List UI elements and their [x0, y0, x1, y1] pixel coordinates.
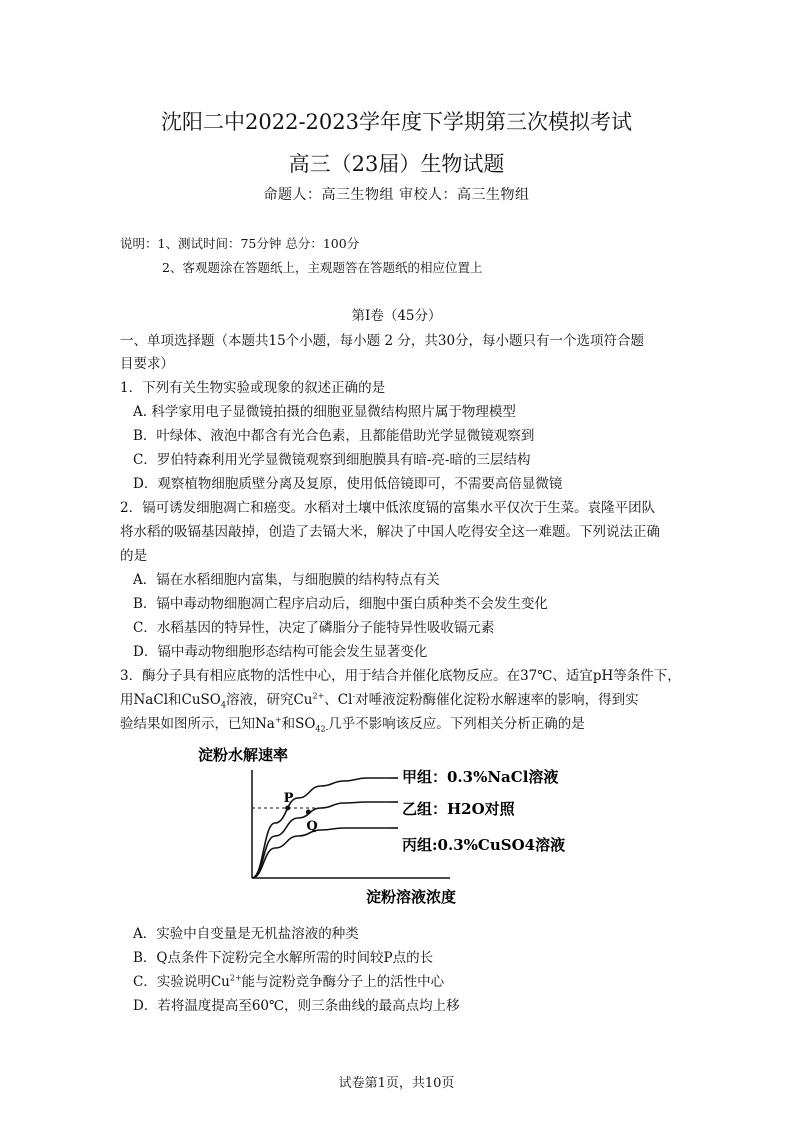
q2-stem-line-2: 将水稻的吸镉基因敲掉，创造了去镉大米，解决了中国人吃得安全这一难题。下列说法正确 — [120, 524, 660, 540]
curve-bing — [252, 828, 390, 878]
q3-option-b: B．Q点条件下淀粉完全水解所需的时间较P点的长 — [133, 950, 434, 966]
hydrolysis-rate-chart — [190, 740, 610, 910]
q2-option-c: C．水稻基因的特异性，决定了磷脂分子能特异性吸收镉元素 — [133, 620, 495, 636]
curve-yi — [252, 802, 390, 878]
exam-subtitle: 高三（23届）生物试题 — [288, 152, 505, 176]
q3-stem-2d: 对唾液淀粉酶催化淀粉水解速率的影响，得到实 — [355, 692, 639, 708]
q1-stem: 1．下列有关生物实验或现象的叙述正确的是 — [120, 380, 386, 396]
q2-stem-line-1: 2．镉可诱发细胞凋亡和癌变。水稻对土壤中低浓度镉的富集水平仅次于生菜。袁隆平团队 — [120, 500, 656, 516]
chart-ylabel: 淀粉水解速率 — [198, 746, 289, 764]
q2-option-d: D．镉中毒动物细胞形态结构可能会发生显著变化 — [133, 644, 428, 660]
q1-option-d: D．观察植物细胞质壁分离及复原，使用低倍镜即可，不需要高倍显微镜 — [133, 476, 563, 492]
q3-sup-na: + — [274, 715, 282, 725]
page-footer: 试卷第1页，共10页 — [338, 1076, 455, 1091]
q3-sup-cl: - — [352, 691, 356, 701]
q3-stem-2c: 、Cl — [324, 692, 353, 708]
q3-stem-2b: 溶液，研究Cu — [225, 692, 313, 708]
section-heading: 第Ⅰ卷（45分） — [351, 308, 442, 324]
point-p-label: P — [283, 791, 294, 806]
q3-stem-3b: 和SO — [281, 716, 316, 732]
q3-sub-4: 4 — [220, 700, 226, 710]
q3-sub-so4: 42- — [315, 724, 329, 734]
instruction-line-2: 2、客观题涂在答题纸上，主观题答在答题纸的相应位置上 — [162, 260, 483, 275]
legend-bing: 丙组:0.3%CuSO4溶液 — [402, 836, 566, 854]
section-intro-line-2: 目要求） — [120, 356, 174, 372]
q2-stem-line-3: 的是 — [120, 548, 147, 564]
point-q-label: Q — [306, 819, 318, 834]
legend-jia: 甲组：0.3%NaCl溶液 — [402, 768, 559, 786]
q3-sup-cu: 2+ — [312, 691, 325, 701]
chart-xlabel: 淀粉溶液浓度 — [366, 888, 457, 906]
q3-option-c-a: C．实验说明Cu — [133, 974, 230, 990]
instruction-line-1: 说明：1、测试时间：75分钟 总分：100分 — [120, 236, 360, 251]
q3-option-c — [133, 970, 444, 990]
point-p — [285, 806, 290, 811]
q1-option-b: B．叶绿体、液泡中都含有光合色素，且都能借助光学显微镜观察到 — [133, 428, 535, 444]
q3-stem-line-1: 3．酶分子具有相应底物的活性中心，用于结合并催化底物反应。在37℃、适宜pH等条件下， — [120, 668, 681, 684]
q1-option-a: A. 科学家用电子显微镜拍摄的细胞亚显微结构照片属于物理模型 — [133, 404, 516, 420]
q3-stem-line-3 — [120, 712, 585, 734]
exam-authors: 命题人：高三生物组 审校人：高三生物组 — [263, 187, 530, 203]
q3-stem-2a: 用NaCl和CuSO — [120, 692, 221, 708]
q3-stem-3c: 几乎不影响该反应。下列相关分析正确的是 — [328, 716, 585, 732]
q3-option-a: A．实验中自变量是无机盐溶液的种类 — [133, 926, 359, 942]
q1-option-c: C．罗伯特森利用光学显微镜观察到细胞膜具有暗-亮-暗的三层结构 — [133, 452, 531, 468]
section-intro-line-1: 一、单项选择题（本题共15个小题，每小题 2 分，共30分，每小题只有一个选项符合题 — [120, 333, 645, 349]
q3-stem-line-2 — [120, 688, 639, 710]
q3-option-d: D．若将温度提高至60℃，则三条曲线的最高点均上移 — [133, 998, 460, 1014]
q3-option-c-sup: 2+ — [229, 973, 242, 983]
point-q — [306, 810, 311, 815]
q3-stem-3a: 验结果如图所示，已知Na — [120, 716, 275, 732]
exam-title: 沈阳二中2022-2023学年度下学期第三次模拟考试 — [161, 110, 632, 134]
legend-yi: 乙组：H2O对照 — [402, 800, 515, 818]
q3-option-c-b: 能与淀粉竞争酶分子上的活性中心 — [241, 974, 445, 990]
q2-option-a: A．镉在水稻细胞内富集，与细胞膜的结构特点有关 — [133, 572, 440, 588]
q2-option-b: B．镉中毒动物细胞凋亡程序启动后，细胞中蛋白质种类不会发生变化 — [133, 596, 548, 612]
